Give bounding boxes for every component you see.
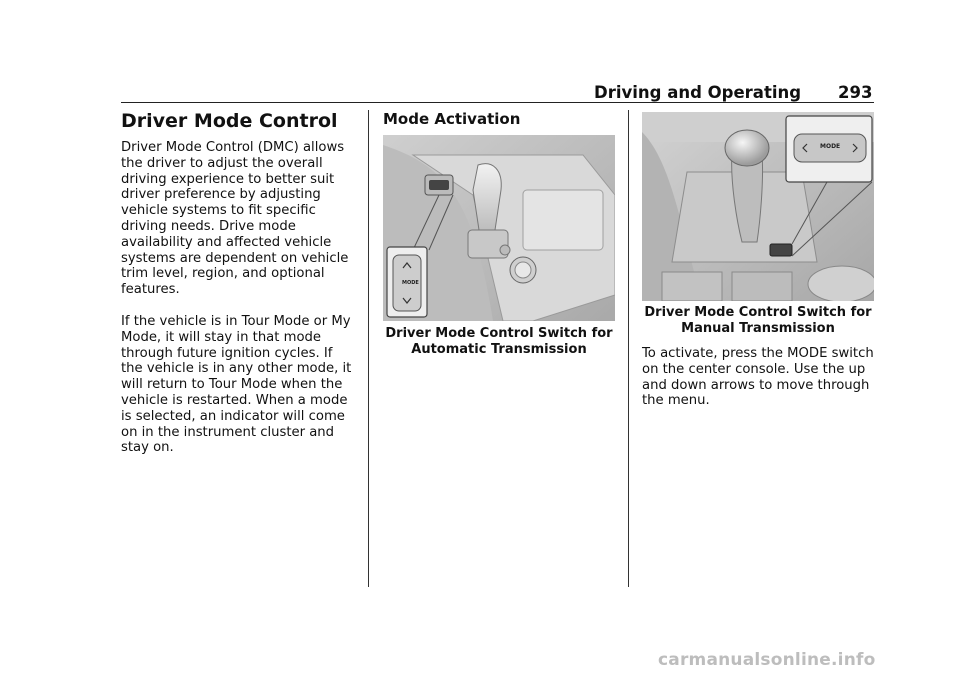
tour-mode-paragraph: If the vehicle is in Tour Mode or My Mode, it will stay in that mode through future ignition cycles. If the vehicle is in any other mode, it will return to Tour Mode when the vehicle is restarted. When a mode is selected, an indicator will come on in the instrument cluster and stay on. <box>121 314 352 456</box>
column-divider-right <box>628 110 629 587</box>
section-title: Driver Mode Control <box>121 110 338 132</box>
manual-transmission-figure <box>642 112 874 301</box>
manual-mode-switch-label: MODE <box>820 143 841 150</box>
header-rule <box>121 102 874 103</box>
running-header-section: Driving and Operating <box>594 83 802 102</box>
intro-paragraph: Driver Mode Control (DMC) allows the driver to adjust the overall driving experience to better suit driver preference by adjusting vehicle systems to fit specific driving needs. Drive mode availability and affected vehicle systems are dependent on vehicle trim level, region, and optional features. <box>121 140 349 298</box>
subsection-title: Mode Activation <box>383 110 521 128</box>
automatic-figure-caption: Driver Mode Control Switch for Automatic Transmission <box>385 326 613 357</box>
page-number: 293 <box>838 83 873 102</box>
automatic-mode-switch-label: MODE <box>402 280 419 286</box>
watermark: carmanualsonline.info <box>658 650 876 670</box>
manual-figure-caption: Driver Mode Control Switch for Manual Transmission <box>644 305 872 336</box>
manual-console-illustration <box>642 112 874 301</box>
automatic-transmission-figure <box>383 135 615 321</box>
column-divider-left <box>368 110 369 587</box>
activation-paragraph: To activate, press the MODE switch on the center console. Use the up and down arrows to move through the menu. <box>642 346 874 409</box>
automatic-console-illustration <box>383 135 615 321</box>
